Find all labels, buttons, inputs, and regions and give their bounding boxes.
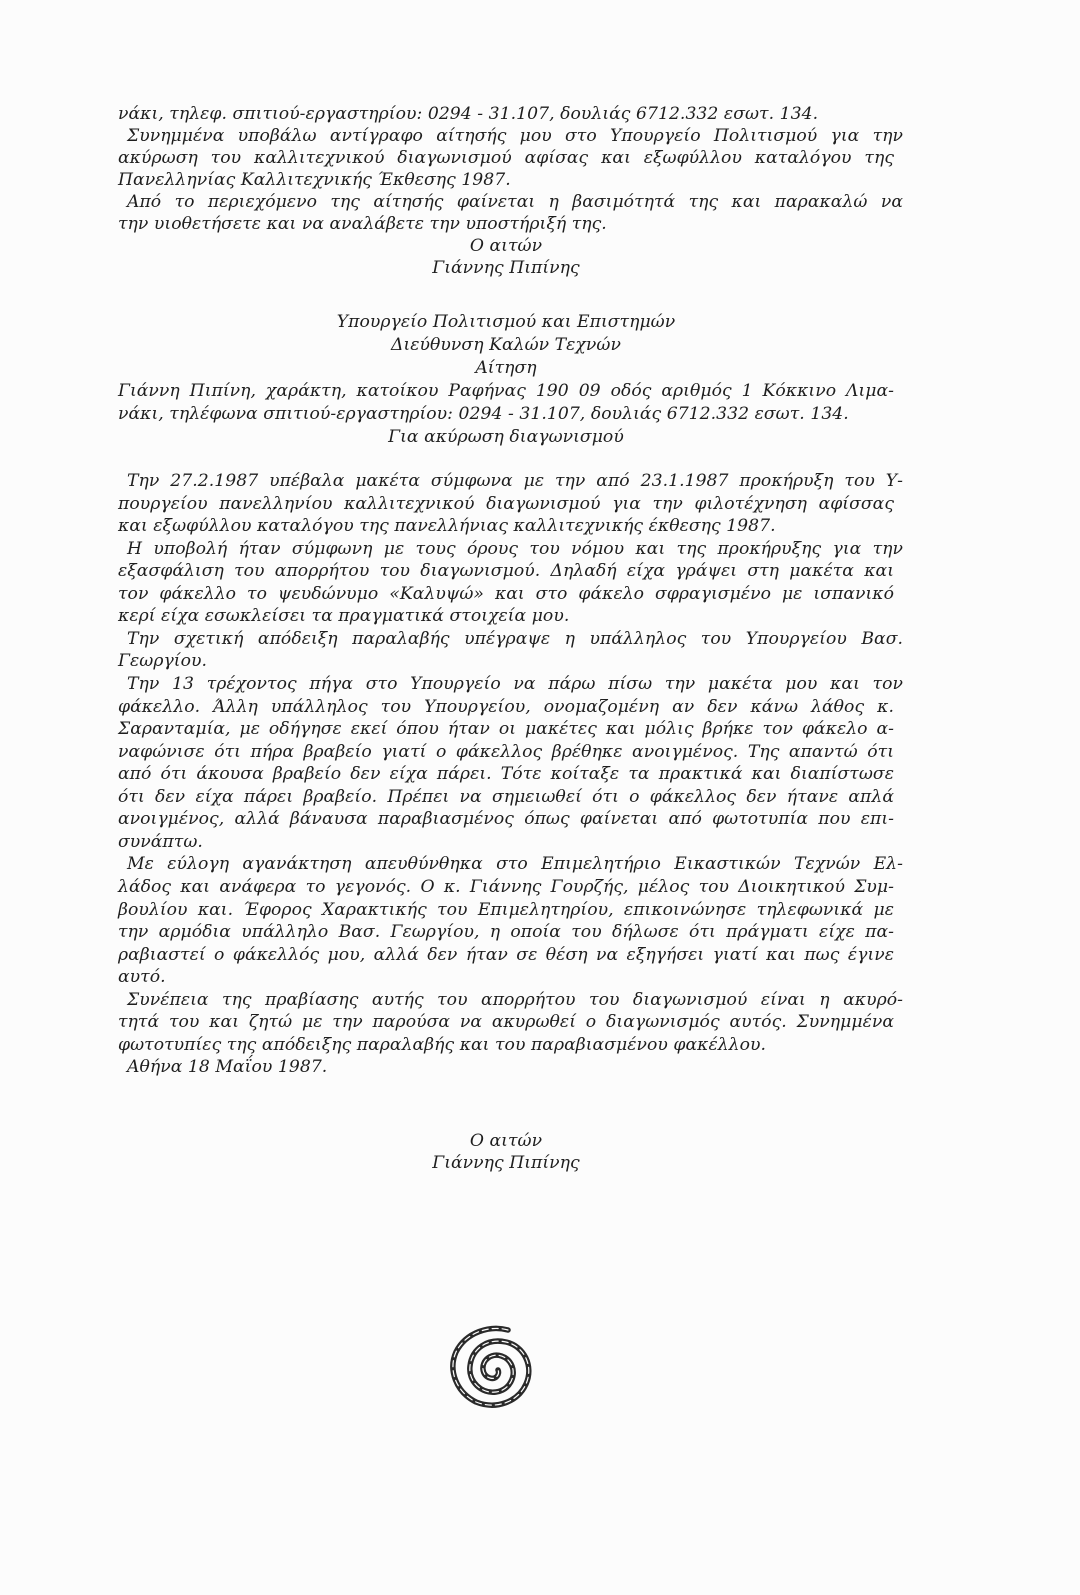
body-line: ανοιγμένος, αλλά βάναυσα παραβιασμένος όπως φαίνεται από φωτοτυπία που επι-: [118, 809, 894, 830]
body-line: Σαρανταμία, με οδήγησε εκεί όπου ήταν οι μακέτες και μόλις βρήκε τον φάκελο α-: [118, 719, 894, 739]
application-title: Αίτηση: [475, 358, 537, 378]
signature-role: Ο αιτών: [469, 236, 543, 256]
body-line: φωτοτυπίες της απόδειξης παραλαβής και του παραβιασμένου φακέλλου.: [118, 1034, 767, 1055]
body-line: ναφώνισε ότι πήρα βραβείο γιατί ο φάκελλος βρέθηκε ανοιγμένος. Της απαντώ ότι: [118, 741, 894, 762]
body-line: κερί είχα εσωκλείσει τα πραγματικά στοιχεία μου.: [118, 606, 570, 627]
body-line: Με εύλογη αγανάκτηση απευθύνθηκα στο Επιμελητήριο Εικαστικών Τεχνών Ελ-: [127, 854, 903, 875]
body-line: συνάπτω.: [118, 831, 203, 852]
body-line: τητά του και ζητώ με την παρούσα να ακυρωθεί ο διαγωνισμός αυτός. Συνημμένα: [118, 1012, 894, 1033]
body-line: βουλίου και. Έφορος Χαρακτικής του Επιμελητηρίου, επικοινώνησε τηλεφωνικά με: [118, 899, 894, 920]
body-line: και εξωφύλλου καταλόγου της πανελλήνιας καλλιτεχνικής έκθεσης 1987.: [118, 516, 776, 537]
signature-name: Γιάννης Πιπίνης: [432, 258, 580, 278]
recipient-directorate: Διεύθυνση Καλών Τεχνών: [391, 335, 621, 355]
intro-line: νάκι, τηλεφ. σπιτιού-εργαστηρίου: 0294 - 31.107, δουλιάς 6712.332 εσωτ. 134.: [118, 104, 819, 124]
body-line: αυτό.: [118, 967, 166, 988]
body-line: από ότι άκουσα βραβείο δεν είχα πάρει. Τότε κοίταξε τα πρακτικά και διαπίστωσε: [118, 764, 894, 785]
application-subject: Για ακύρωση διαγωνισμού: [388, 427, 624, 447]
body-line: πουργείου πανελληνίου καλλιτεχνικού διαγωνισμού για την φιλοτέχνηση αφίσσας: [118, 493, 894, 514]
intro-line: την υιοθετήσετε και να αναλάβετε την υποστήριξή της.: [118, 214, 607, 234]
intro-line: ακύρωση του καλλιτεχνικού διαγωνισμού αφίσας και εξωφύλλου καταλόγου της: [118, 148, 894, 168]
body-line: την αρμόδια υπάλληλο Βασ. Γεωργίου, η οποία του δήλωσε ότι πράγματι είχε πα-: [118, 922, 894, 942]
intro-line: Πανελληνίας Καλλιτεχνικής Έκθεσης 1987.: [118, 170, 511, 190]
applicant-line: Γιάννη Πιπίνη, χαράκτη, κατοίκου Ραφήνας 190 09 οδός αριθμός 1 Κόκκινο Λιμα-: [118, 381, 894, 401]
body-line: εξασφάλιση του απορρήτου του διαγωνισμού. Δηλαδή είχα γράψει στη μακέτα και: [118, 561, 894, 582]
body-line: φάκελλο. Άλλη υπάλληλος του Υπουργείου, ονομαζομένη αν δεν κάνω λάθος κ.: [118, 696, 894, 717]
applicant-line: νάκι, τηλέφωνα σπιτιού-εργαστηρίου: 0294 - 31.107, δουλιάς 6712.332 εσωτ. 134.: [118, 404, 849, 424]
body-line: Την 27.2.1987 υπέβαλα μακέτα σύμφωνα με την από 23.1.1987 προκήρυξη του Υ-: [127, 471, 903, 491]
intro-line: Από το περιεχόμενο της αίτησής φαίνεται η βασιμότητά της και παρακαλώ να: [127, 192, 903, 212]
body-line: Γεωργίου.: [118, 651, 207, 672]
body-line: ότι δεν είχα πάρει βραβείο. Πρέπει να σημειωθεί ότι ο φάκελλος δεν ήτανε απλά: [118, 786, 894, 807]
closing-signature-name: Γιάννης Πιπίνης: [432, 1153, 580, 1173]
recipient-ministry: Υπουργείο Πολιτισμού και Επιστημών: [336, 312, 676, 332]
body-line: τον φάκελλο το ψευδώνυμο «Καλυψώ» και στο φάκελο σφραγισμένο με ισπανικό: [118, 583, 894, 604]
body-line: Αθήνα 18 Μαΐου 1987.: [127, 1057, 328, 1078]
closing-signature-role: Ο αιτών: [469, 1131, 543, 1151]
body-line: λάδος και ανάφερα το γεγονός. Ο κ. Γιάννης Γουρζής, μέλος του Διοικητικού Συμ-: [118, 876, 894, 897]
intro-line: Συνημμένα υποβάλω αντίγραφο αίτησής μου στο Υπουργείο Πολιτισμού για την: [127, 126, 903, 146]
body-line: Η υποβολή ήταν σύμφωνη με τους όρους του νόμου και της προκήρυξης για την: [127, 538, 903, 559]
body-line: Την σχετική απόδειξη παραλαβής υπέγραψε η υπάλληλος του Υπουργείου Βασ.: [127, 628, 903, 649]
spiral-icon: [446, 1322, 536, 1412]
body-line: ραβιαστεί ο φάκελλός μου, αλλά δεν ήταν σε θέση να εξηγήσει γιατί και πως έγινε: [118, 944, 894, 965]
body-line: Συνέπεια της πραβίασης αυτής του απορρήτου του διαγωνισμού είναι η ακυρό-: [127, 989, 903, 1010]
body-line: Την 13 τρέχοντος πήγα στο Υπουργείο να πάρω πίσω την μακέτα μου και τον: [127, 674, 903, 694]
